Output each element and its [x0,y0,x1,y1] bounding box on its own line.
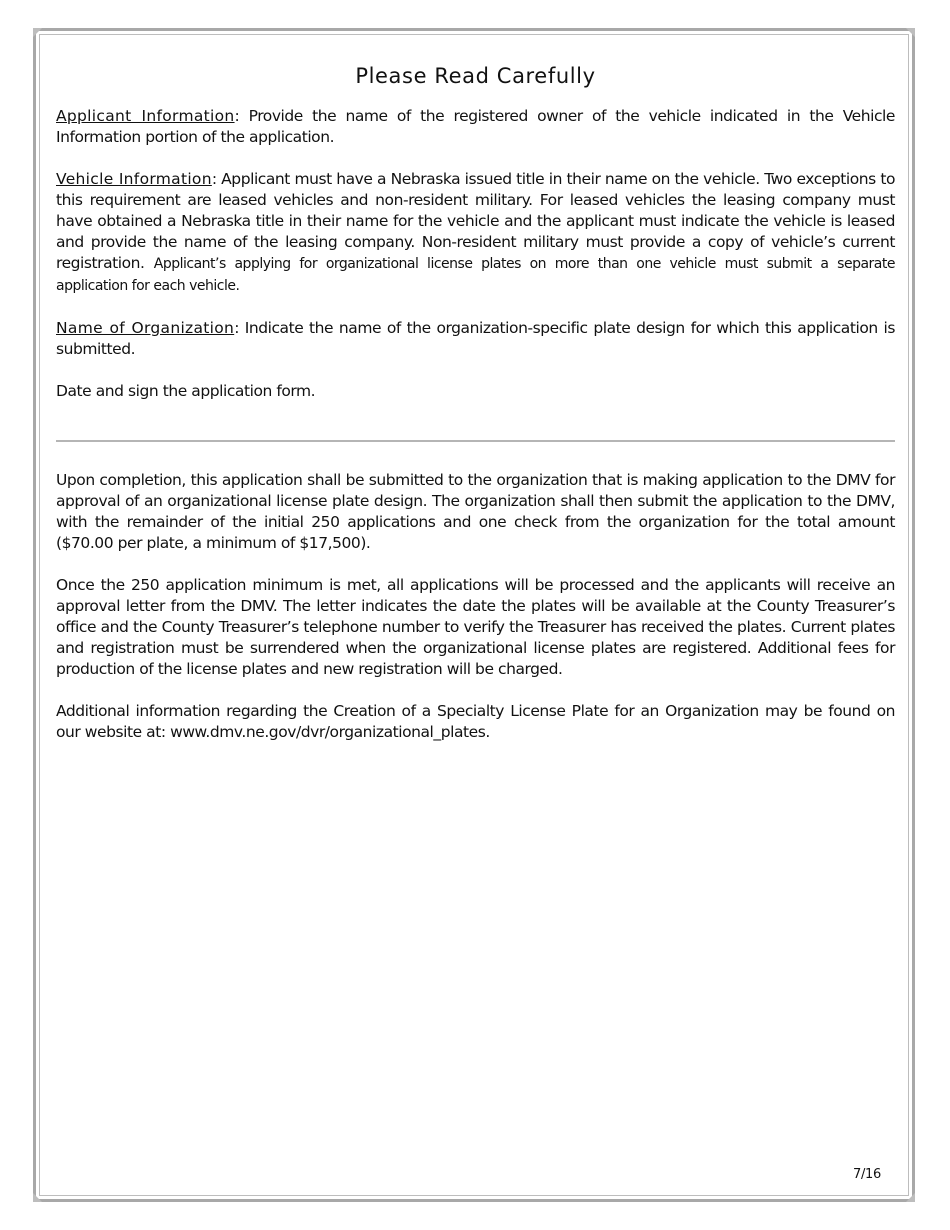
section-divider [56,440,895,442]
applicant-information-paragraph [56,106,895,148]
vehicle-information-text: : Applicant must have a Nebraska issued title in their name on the vehicle. Two exceptions to this requirement are leased vehicles and non-resident military. For leased vehicles the leasing company must have obtained a Nebraska title in their name for the vehicle and the applicant must indicate the vehicle is leased and provide the name of the leasing company. Non-resident military must provide a copy of vehicle’s current registration. [56,170,896,272]
date-sign-instruction: Date and sign the application form. [56,382,316,400]
organization-name-heading: Name of Organization [56,319,235,337]
vehicle-information-note: Applicant’s applying for organizational license plates on more than one vehicle must submit a separate application for each vehicle. [56,256,895,294]
vehicle-information-paragraph [56,169,895,297]
organization-name-paragraph [56,318,895,360]
applicant-information-heading: Applicant Information [56,107,235,125]
page-number: 7/16 [853,1167,881,1182]
vehicle-information-heading: Vehicle Information [56,170,212,188]
processing-paragraph: Once the 250 application minimum is met, all applications will be processed and the applicants will receive an approval letter from the DMV. The letter indicates the date the plates will be available at the County Treasurer’s office and the County Treasurer’s telephone number to verify the Treasurer has received the plates. Current plates and registration must be surrendered when the organizational license plates are registered. Additional fees for production of the license plates and new registration will be charged. [56,576,895,678]
submission-paragraph: Upon completion, this application shall be submitted to the organization that is making application to the DMV for approval of an organizational license plate design. The organization shall then submit the application to the DMV, with the remainder of the initial 250 applications and one check from the organization for the total amount ($70.00 per plate, a minimum of $17,500). [56,471,895,552]
additional-info-paragraph: Additional information regarding the Creation of a Specialty License Plate for an Organization may be found on our website at: www.dmv.ne.gov/dvr/organizational_plates. [56,702,895,741]
applicant-information-text: : Provide the name of the registered owner of the vehicle indicated in the Vehicle Information portion of the application. [56,107,895,146]
page-title: Please Read Carefully [355,64,596,88]
organization-name-text: : Indicate the name of the organization-specific plate design for which this application is submitted. [56,319,895,358]
document-content [56,64,895,764]
